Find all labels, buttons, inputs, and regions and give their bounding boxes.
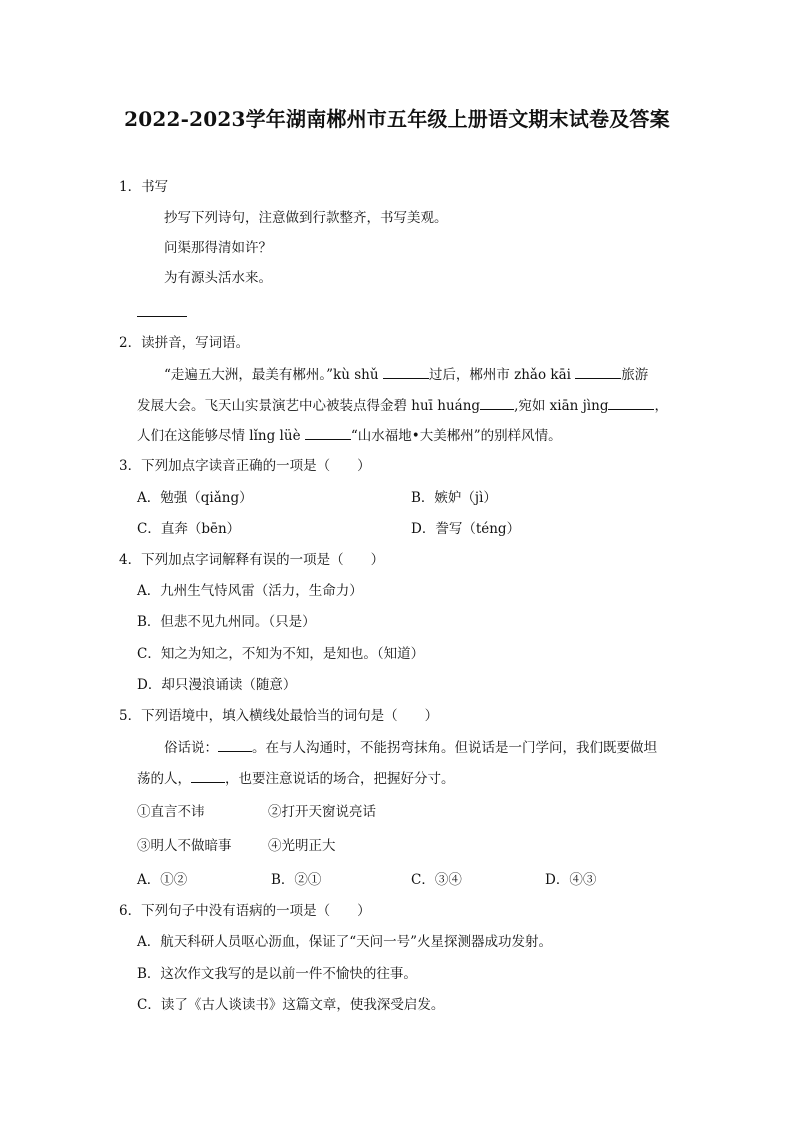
option-d[interactable]: D．誊写（téng） [411,521,521,537]
question-1-instruction: 抄写下列诗句，注意做到行款整齐，书写美观。 [164,210,448,226]
option-a[interactable]: A．九州生气恃风雷（活力，生命力） [137,583,363,599]
text-segment: “走遍五大洲，最美有郴州。”kù shǔ [164,367,383,383]
option-c[interactable]: C．③④ [411,872,462,888]
option-a[interactable]: A．勉强（qiǎng） [137,490,253,506]
question-1-heading: 1．书写 [119,179,169,195]
question-2-paragraph-line-3 [137,425,562,446]
option-c[interactable]: C．知之为知之，不知为不知，是知也。（知道） [137,646,425,662]
option-d[interactable]: D．④③ [545,872,597,888]
text-segment: “山水福地•大美郴州”的别样风情。 [350,428,562,444]
text-segment: 。在与人沟通时，不能拐弯抹角。但说话是一门学问，我们既要做坦 [252,740,657,756]
answer-blank[interactable] [480,395,514,410]
choice-1: ①直言不讳 [137,804,205,820]
answer-blank[interactable] [191,768,225,783]
question-6-heading: 6．下列句子中没有语病的一项是（ ） [119,903,371,919]
question-3-heading: 3．下列加点字读音正确的一项是（ ） [119,458,371,474]
answer-blank[interactable] [137,316,187,317]
choice-4: ④光明正大 [268,838,336,854]
question-5-heading: 5．下列语境中，填入横线处最恰当的词句是（ ） [119,708,439,724]
option-c[interactable]: C．直奔（bēn） [137,521,241,537]
option-a[interactable]: A．航天科研人员呕心沥血，保证了“天问一号”火星探测器成功发射。 [137,934,553,950]
text-segment: ，也要注意说话的场合，把握好分寸。 [225,771,455,787]
question-5-paragraph-line-1 [164,737,657,758]
text-segment: 人们在这能够尽情 lǐng lüè [137,428,305,444]
text-segment: 旅游 [621,367,649,383]
option-d[interactable]: D．却只漫浪诵读（随意） [137,677,297,693]
text-segment: 过后，郴州市 zhǎo kāi [428,367,576,383]
text-segment: 荡的人， [137,771,191,787]
text-segment: 俗话说： [164,740,218,756]
choice-3: ③明人不做暗事 [137,838,232,854]
answer-blank[interactable] [218,737,252,752]
option-a[interactable]: A．①② [137,872,188,888]
option-b[interactable]: B．这次作文我写的是以前一件不愉快的往事。 [137,966,417,982]
text-segment: ， [654,398,668,414]
question-4-heading: 4．下列加点字词解释有误的一项是（ ） [119,552,385,568]
question-5-paragraph-line-2 [137,768,455,789]
poem-line-1: 问渠那得清如许？ [164,240,272,256]
question-2-paragraph-line-1 [164,364,648,385]
choice-2: ②打开天窗说亮话 [268,804,376,820]
answer-blank[interactable] [608,395,654,410]
option-b[interactable]: B．但悲不见九州同。（只是） [137,614,316,630]
option-b[interactable]: B．②① [271,872,322,888]
question-2-heading: 2．读拼音，写词语。 [119,335,250,351]
answer-blank[interactable] [575,364,621,379]
poem-line-2: 为有源头活水来。 [164,270,272,286]
option-b[interactable]: B．嫉妒（jì） [411,490,497,506]
answer-blank[interactable] [305,425,351,440]
answer-blank[interactable] [383,364,429,379]
question-2-paragraph-line-2 [137,395,668,416]
text-segment: 发展大会。飞天山实景演艺中心被装点得金碧 huī huáng [137,398,481,414]
page-title: 2022-2023学年湖南郴州市五年级上册语文期末试卷及答案 [124,107,670,131]
text-segment: ,宛如 xiān jìng [514,398,609,414]
option-c[interactable]: C．读了《古人谈读书》这篇文章，使我深受启发。 [137,997,445,1013]
